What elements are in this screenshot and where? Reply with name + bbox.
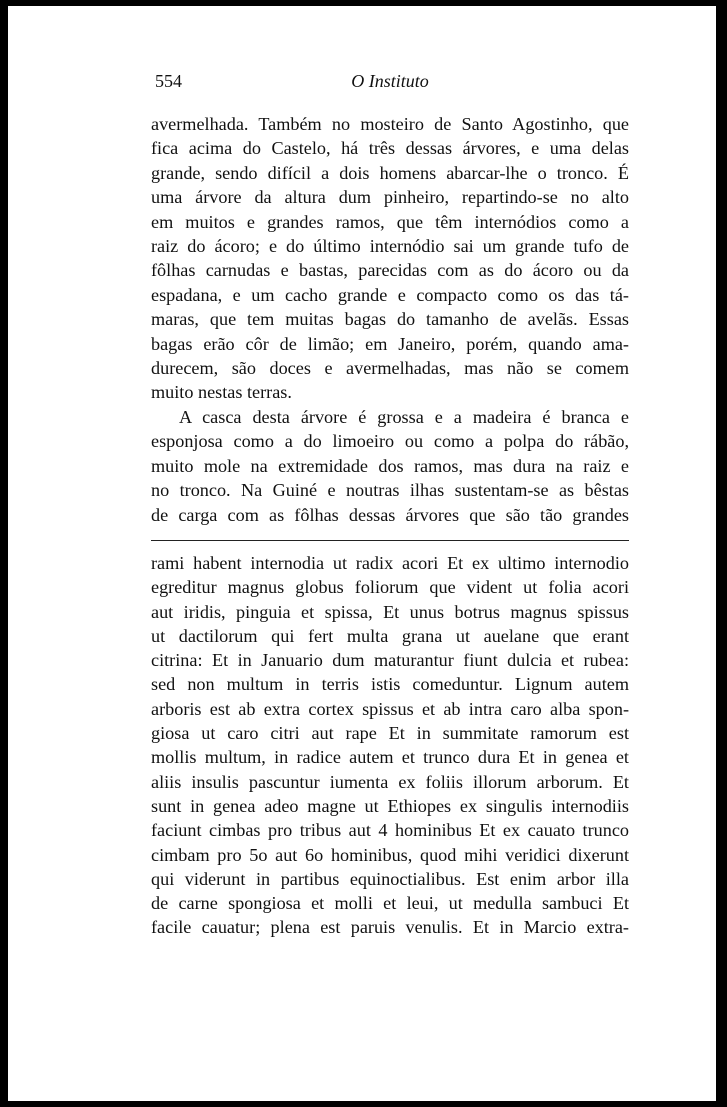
page-number: 554	[155, 71, 182, 91]
footnote-line: de carne spongiosa et molli et leui, ut medulla sambuci Et	[151, 893, 629, 914]
text-line: bagas erão côr de limão; em Janeiro, porém, quando ama-	[151, 333, 629, 354]
footnote-line: aut iridis, pinguia et spissa, Et unus botrus magnus spissus	[151, 601, 629, 622]
footnote-line: ut dactilorum qui fert multa grana ut auelane que erant	[151, 625, 629, 646]
footnote-line: rami habent internodia ut radix acori Et ex ultimo internodio	[151, 553, 629, 573]
text-line: uma árvore da altura dum pinheiro, repartindo-se no alto	[151, 187, 629, 208]
running-title: O Instituto	[351, 71, 429, 91]
footnote-line: sed non multum in terris istis comeduntur. Lignum autem	[151, 674, 629, 695]
text-line: durecem, são doces e avermelhadas, mas não se comem	[151, 358, 629, 379]
text-line: esponjosa como a do limoeiro ou como a polpa do rábão,	[151, 431, 629, 452]
text-line: muito mole na extremidade dos ramos, mas dura na raiz e	[151, 455, 629, 476]
footnote-line: mollis multum, in radice autem et trunco dura Et in genea et	[151, 747, 629, 768]
footnote-line: citrina: Et in Januario dum maturantur fiunt dulcia et rubea:	[151, 650, 629, 671]
footnote-line: cimbam pro 5o aut 6o hominibus, quod mihi veridici dixerunt	[151, 844, 629, 865]
text-line: muito nestas terras.	[151, 382, 292, 403]
text-line: grande, sendo difícil a dois homens abarcar-lhe o tronco. É	[151, 162, 629, 183]
text-line: em muitos e grandes ramos, que têm internódios como a	[151, 211, 629, 232]
footnote-line: facile cauatur; plena est paruis venulis. Et in Marcio extra-	[151, 917, 629, 938]
text-line: A casca desta árvore é grossa e a madeira é branca e	[179, 406, 629, 427]
text-line: avermelhada. Também no mosteiro de Santo Agostinho, que	[151, 114, 629, 134]
footnote-divider	[151, 540, 629, 541]
text-line: fôlhas carnudas e bastas, parecidas com as do ácoro ou da	[151, 260, 629, 281]
text-line: maras, que tem muitas bagas do tamanho de avelãs. Essas	[151, 309, 629, 330]
text-line: fica acima do Castelo, há três dessas árvores, e uma delas	[151, 138, 629, 159]
footnote-line: sunt in genea adeo magne ut Ethiopes ex singulis internodiis	[151, 795, 629, 816]
text-line: espadana, e um cacho grande e compacto como os das tá-	[151, 284, 629, 305]
footnote-line: faciunt cimbas pro tribus aut 4 hominibus Et ex cauato trunco	[151, 820, 629, 841]
footnote-line: arboris est ab extra cortex spissus et ab intra caro alba spon-	[151, 698, 629, 719]
footnote-line: aliis insulis pascuntur iumenta ex foliis illorum arborum. Et	[151, 771, 629, 792]
footnote-line: qui viderunt in partibus equinoctialibus. Est enim arbor illa	[151, 868, 629, 889]
text-line: raiz do ácoro; e do último internódio sai um grande tufo de	[151, 236, 629, 257]
footnote-line: egreditur magnus globus foliorum que vident ut folia acori	[151, 577, 629, 598]
footnote-line: giosa ut caro citri aut rape Et in summitate ramorum est	[151, 723, 629, 744]
text-line: de carga com as fôlhas dessas árvores que são tão grandes	[151, 504, 629, 525]
book-page	[8, 6, 716, 1101]
text-line: no tronco. Na Guiné e noutras ilhas sustentam-se as bêstas	[151, 480, 629, 501]
main-text	[151, 112, 629, 527]
footnote-text	[151, 551, 629, 940]
